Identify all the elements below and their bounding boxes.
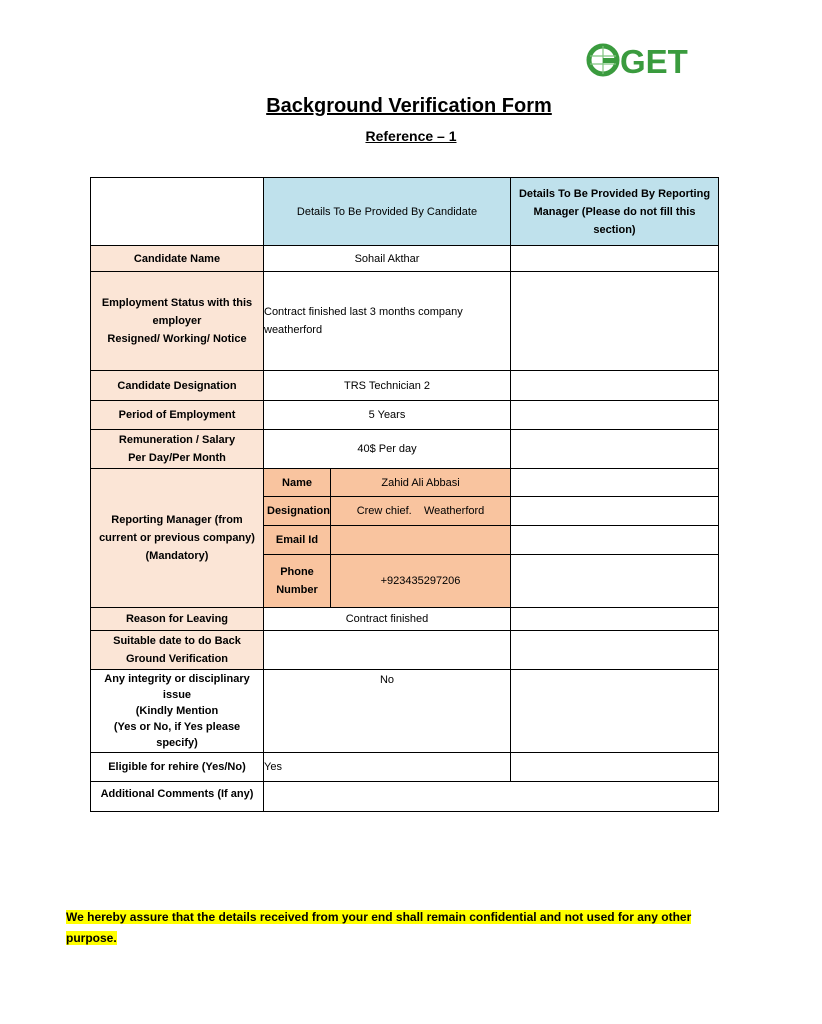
reason-label: Reason for Leaving — [91, 608, 264, 631]
form-subtitle: Reference – 1 — [365, 128, 457, 144]
form-title: Background Verification Form — [266, 95, 552, 117]
employment-status-label — [91, 272, 264, 371]
remuneration-label — [91, 430, 264, 469]
logo-text: GET — [620, 43, 688, 80]
employment-status-value: Contract finished last 3 months company weatherford — [264, 272, 511, 371]
candidate-name-manager-cell — [511, 246, 719, 272]
integrity-manager-cell — [511, 670, 719, 753]
manager-designation-label: Designation — [264, 497, 331, 526]
integrity-label-line2: (Kindly Mention — [135, 705, 219, 717]
manager-designation-value: Crew chief. Weatherford — [331, 497, 511, 526]
remuneration-value: 40$ Per day — [264, 430, 511, 469]
manager-name-manager-cell — [511, 469, 719, 497]
period-value: 5 Years — [264, 401, 511, 430]
manager-phone-value: +923435297206 — [331, 555, 511, 608]
designation-manager-cell — [511, 371, 719, 401]
employment-status-label-line1: Employment Status with this employer — [101, 297, 253, 327]
manager-name-value: Zahid Ali Abbasi — [331, 469, 511, 497]
reporting-manager-label: Reporting Manager (from current or previous company) (Mandatory) — [91, 469, 264, 608]
manager-column-header: Details To Be Provided By Reporting Manager (Please do not fill this section) — [511, 178, 719, 246]
employment-status-label-line2: Resigned/ Working/ Notice — [107, 333, 247, 345]
confidentiality-notice-text: We hereby assure that the details received from your end shall remain confidential and not used for any other purpose. — [66, 910, 692, 945]
candidate-name-value: Sohail Akthar — [264, 246, 511, 272]
suitable-date-manager-cell — [511, 631, 719, 670]
comments-value — [264, 782, 719, 812]
period-label: Period of Employment — [91, 401, 264, 430]
candidate-name-label: Candidate Name — [91, 246, 264, 272]
suitable-date-value — [264, 631, 511, 670]
employment-status-manager-cell — [511, 272, 719, 371]
integrity-value: No — [264, 670, 511, 753]
suitable-date-label: Suitable date to do Back Ground Verification — [91, 631, 264, 670]
confidentiality-notice — [66, 907, 706, 949]
integrity-label-line3: (Yes or No, if Yes please specify) — [113, 721, 241, 749]
integrity-label-line1: Any integrity or disciplinary issue — [104, 673, 250, 701]
rehire-manager-cell — [511, 753, 719, 782]
remuneration-label-line1: Remuneration / Salary — [118, 434, 236, 446]
company-logo — [586, 42, 688, 80]
corner-cell — [91, 178, 264, 246]
remuneration-manager-cell — [511, 430, 719, 469]
manager-email-value — [331, 526, 511, 555]
designation-value: TRS Technician 2 — [264, 371, 511, 401]
manager-phone-label: Phone Number — [264, 555, 331, 608]
candidate-column-header: Details To Be Provided By Candidate — [264, 178, 511, 246]
period-manager-cell — [511, 401, 719, 430]
manager-email-label: Email Id — [264, 526, 331, 555]
comments-label: Additional Comments (If any) — [91, 782, 264, 812]
reason-value: Contract finished — [264, 608, 511, 631]
verification-table — [90, 177, 719, 812]
integrity-label — [91, 670, 264, 753]
rehire-label: Eligible for rehire (Yes/No) — [91, 753, 264, 782]
remuneration-label-line2: Per Day/Per Month — [128, 452, 226, 464]
manager-designation-manager-cell — [511, 497, 719, 526]
rehire-value: Yes — [264, 753, 511, 782]
manager-phone-manager-cell — [511, 555, 719, 608]
manager-email-manager-cell — [511, 526, 719, 555]
reason-manager-cell — [511, 608, 719, 631]
designation-label: Candidate Designation — [91, 371, 264, 401]
manager-name-label: Name — [264, 469, 331, 497]
